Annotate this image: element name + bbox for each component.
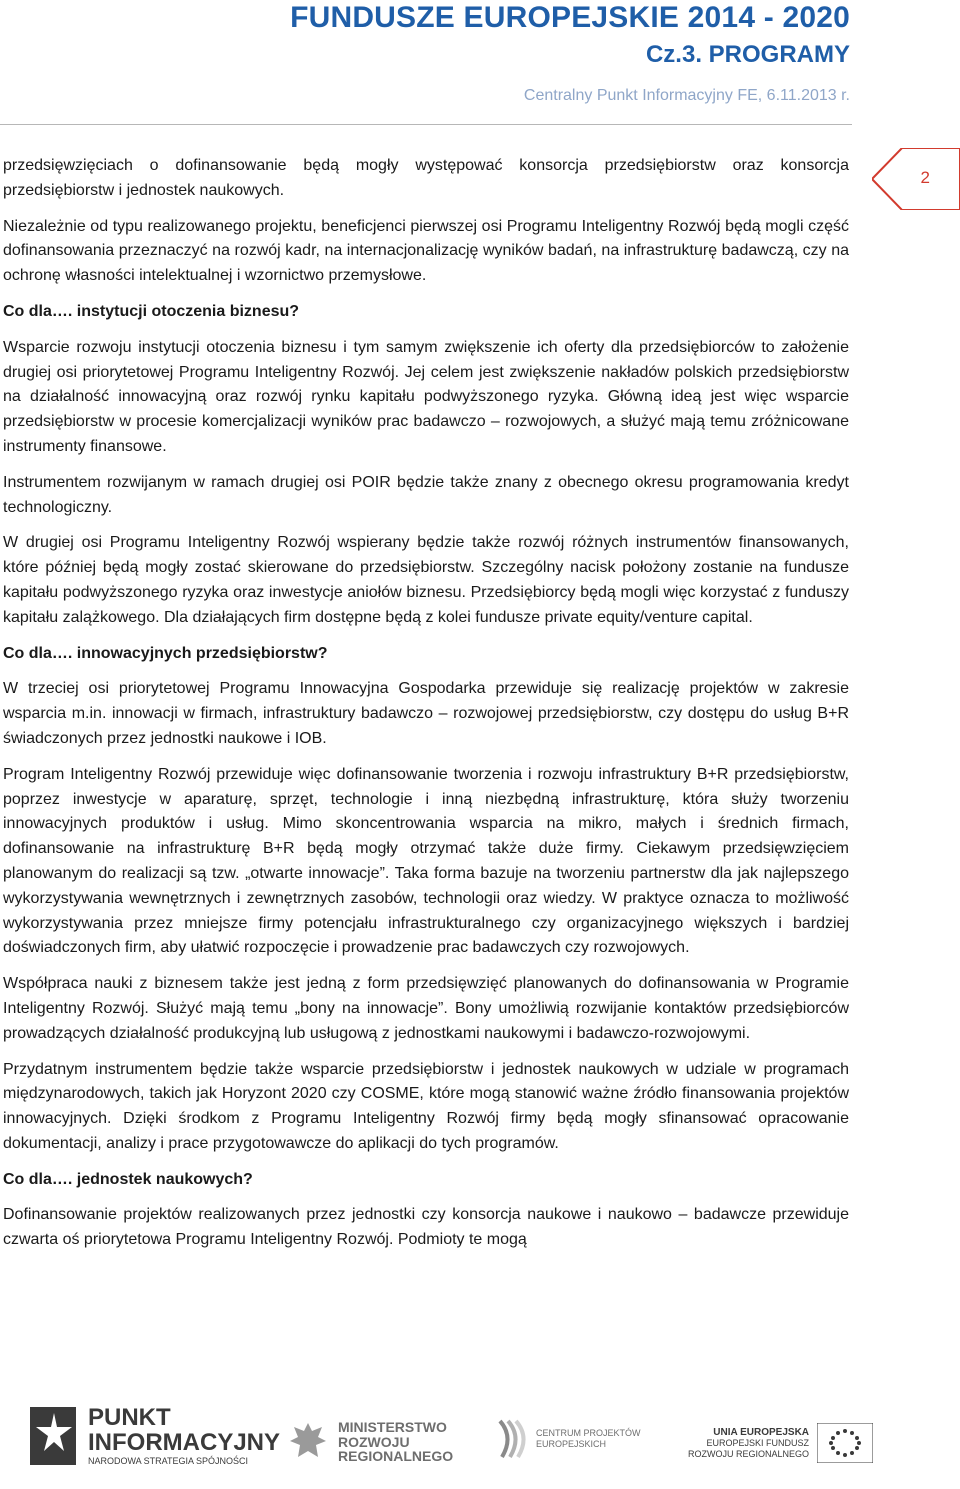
paragraph: przedsięwzięciach o dofinansowanie będą mogły występować konsorcja przedsiębiorstw oraz konsorcja przedsiębiorstw i jednostek naukowych. bbox=[3, 157, 849, 199]
centrum-swoosh-icon bbox=[494, 1417, 530, 1461]
ministry-line1: MINISTERSTWO bbox=[338, 1418, 447, 1435]
centrum-line2: EUROPEJSKICH bbox=[536, 1439, 607, 1449]
ministry-line2: ROZWOJU bbox=[338, 1433, 410, 1450]
eagle-emblem-icon bbox=[286, 1419, 330, 1465]
paragraph: Niezależnie od typu realizowanego projektu, beneficjenci pierwszej osi Programu Inteligentny Rozwój będą mogli część dofinansowania przeznaczyć na rozwój kadr, na internacjonalizację wyników badań, na infrastrukturę badawczą, czy na ochronę własności intelektualnej i wzornictwo przemysłowe. bbox=[3, 217, 849, 285]
paragraph: Program Inteligentny Rozwój przewiduje więc dofinansowanie tworzenia i rozwoju infrastruktury B+R przedsiębiorstw, poprzez inwestycje w aparaturę, sprzęt, technologie i inną niezbędną infrastrukturę, która służy tworzeniu innowacyjnych produktów i usług. Mimo skoncentrowania wsparcia na mikro, małych i średnich firmach, dofinansowanie na infrastrukturę B+R będą mogły otrzymać także duże firmy. Ciekawym przedsięwzięciem planowanym do realizacji są tzw. „otwarte innowacje”. Taka forma bazuje na tworzeniu partnerstw dla jak najlepszego wykorzystywania wewnętrznych i zewnętrznych zasobów, technologii oraz wiedzy. W praktyce oznacza to możliwość wykorzystywania przez mniejsze firmy potencjału infrastrukturalnego czy organizacyjnego większych i bardziej doświadczonych firm, aby ułatwić rozpoczęcie i prowadzenie prac badawczych czy rozwojowych. bbox=[3, 765, 849, 957]
ministry-line3: REGIONALNEGO bbox=[338, 1448, 454, 1465]
eu-line1: UNIA EUROPEJSKA bbox=[713, 1426, 810, 1438]
page-number-tag bbox=[872, 148, 960, 210]
paragraph: Instrumentem rozwijanym w ramach drugiej osi POIR będzie także znany z obecnego okresu programowania kredyt technologiczny. bbox=[3, 473, 849, 516]
section-heading: Co dla…. instytucji otoczenia biznesu? bbox=[3, 302, 300, 320]
punkt-line2: INFORMACYJNY bbox=[88, 1429, 281, 1457]
ministry-logo bbox=[286, 1419, 453, 1465]
punkt-line3: NARODOWA STRATEGIA SPÓJNOŚCI bbox=[88, 1456, 249, 1467]
paragraph: Dofinansowanie projektów realizowanych przez jednostki czy konsorcja naukowe i naukowo – badawcze przewiduje czwarta oś priorytetowa Programu Inteligentny Rozwój. Podmioty te mogą bbox=[3, 1206, 849, 1249]
punkt-line1: PUNKT bbox=[88, 1404, 171, 1432]
section-heading: Co dla…. innowacyjnych przedsiębiorstw? bbox=[3, 644, 328, 662]
page-number: 2 bbox=[920, 168, 930, 187]
eu-logo bbox=[688, 1423, 873, 1463]
document-body bbox=[3, 154, 849, 1264]
paragraph: Wsparcie rozwoju instytucji otoczenia biznesu i tym samym zwiększenie ich oferty dla przedsiębiorców to założenie drugiej osi priorytetowej Programu Inteligentny Rozwój. Jej celem jest zwiększenie nakładów polskich przedsiębiorstw na działalność innowacyjną oraz rozwój rynku kapitału podwyższonego ryzyka. Główną ideą jest więc wsparcie przedsiębiorstw w procesie komercjalizacji wyników prac badawczo – rozwojowych, a służyć mają temu zróżnicowane instrumenty finansowe. bbox=[3, 338, 849, 455]
eu-line3: ROZWOJU REGIONALNEGO bbox=[688, 1448, 810, 1459]
page-header bbox=[290, 0, 850, 106]
paragraph: Współpraca nauki z biznesem także jest jedną z form przedsięwzięć planowanych do dofinansowania w Programie Inteligentny Rozwój. Służyć mają temu „bony na innowacje”. Bony umożliwią rozwijanie kontaktów przedsiębiorców prowadzących działalność produkcyjną lub usługową z jednostkami naukowymi i badawczo-rozwojowymi. bbox=[3, 975, 849, 1042]
centrum-logo bbox=[494, 1417, 641, 1461]
paragraph: Przydatnym instrumentem będzie także wsparcie przedsiębiorstw i jednostek naukowych w udziale w programach międzynarodowych, takich jak Horyzont 2020 czy COSME, które mogą stanowić ważne źródło finansowania projektów innowacyjnych. Dzięki środkom z Programu Inteligentny Rozwój firmy będą mogły sfinansować opracowanie dokumentacji, analizy i prace przygotowawcze do aplikacji do tych programów. bbox=[3, 1060, 849, 1152]
centrum-line1: CENTRUM PROJEKTÓW bbox=[536, 1428, 641, 1439]
header-info: Centralny Punkt Informacyjny FE, 6.11.2013 r. bbox=[523, 87, 850, 104]
paragraph: W trzeciej osi priorytetowej Programu Innowacyjna Gospodarka przewiduje się realizację projektów w zakresie wsparcia m.in. innowacji w firmach, infrastruktury badawczo – rozwojowej przedsiębiorstw, czy dostępu do usług B+R świadczonych przez jednostki naukowe i IOB. bbox=[3, 680, 849, 747]
eu-flag-icon bbox=[817, 1423, 873, 1463]
header-divider bbox=[0, 124, 852, 125]
eu-line2: EUROPEJSKI FUNDUSZ bbox=[706, 1438, 810, 1449]
header-title: FUNDUSZE EUROPEJSKIE 2014 - 2020 bbox=[290, 1, 850, 34]
page-tag-shape-icon bbox=[872, 148, 960, 210]
punkt-informacyjny-logo bbox=[28, 1405, 280, 1467]
header-subtitle: Cz.3. PROGRAMY bbox=[645, 41, 850, 68]
footer-logos bbox=[0, 1395, 960, 1489]
paragraph: W drugiej osi Programu Inteligentny Rozwój wspierany będzie także rozwój różnych instrumentów finansowanych, które później będą mogły zostać skierowane do przedsiębiorstw. Szczególny nacisk położony zostanie na fundusze kapitału podwyższonego ryzyka oraz inwestycje aniołów biznesu. Przedsiębiorcy będą mogli więc korzystać z funduszy kapitału zalążkowego. Dla działających firm dostępne będą z kolei fundusze private equity/venture capital. bbox=[3, 534, 849, 626]
section-heading: Co dla…. jednostek naukowych? bbox=[3, 1170, 253, 1188]
star-logo-icon bbox=[28, 1405, 80, 1467]
